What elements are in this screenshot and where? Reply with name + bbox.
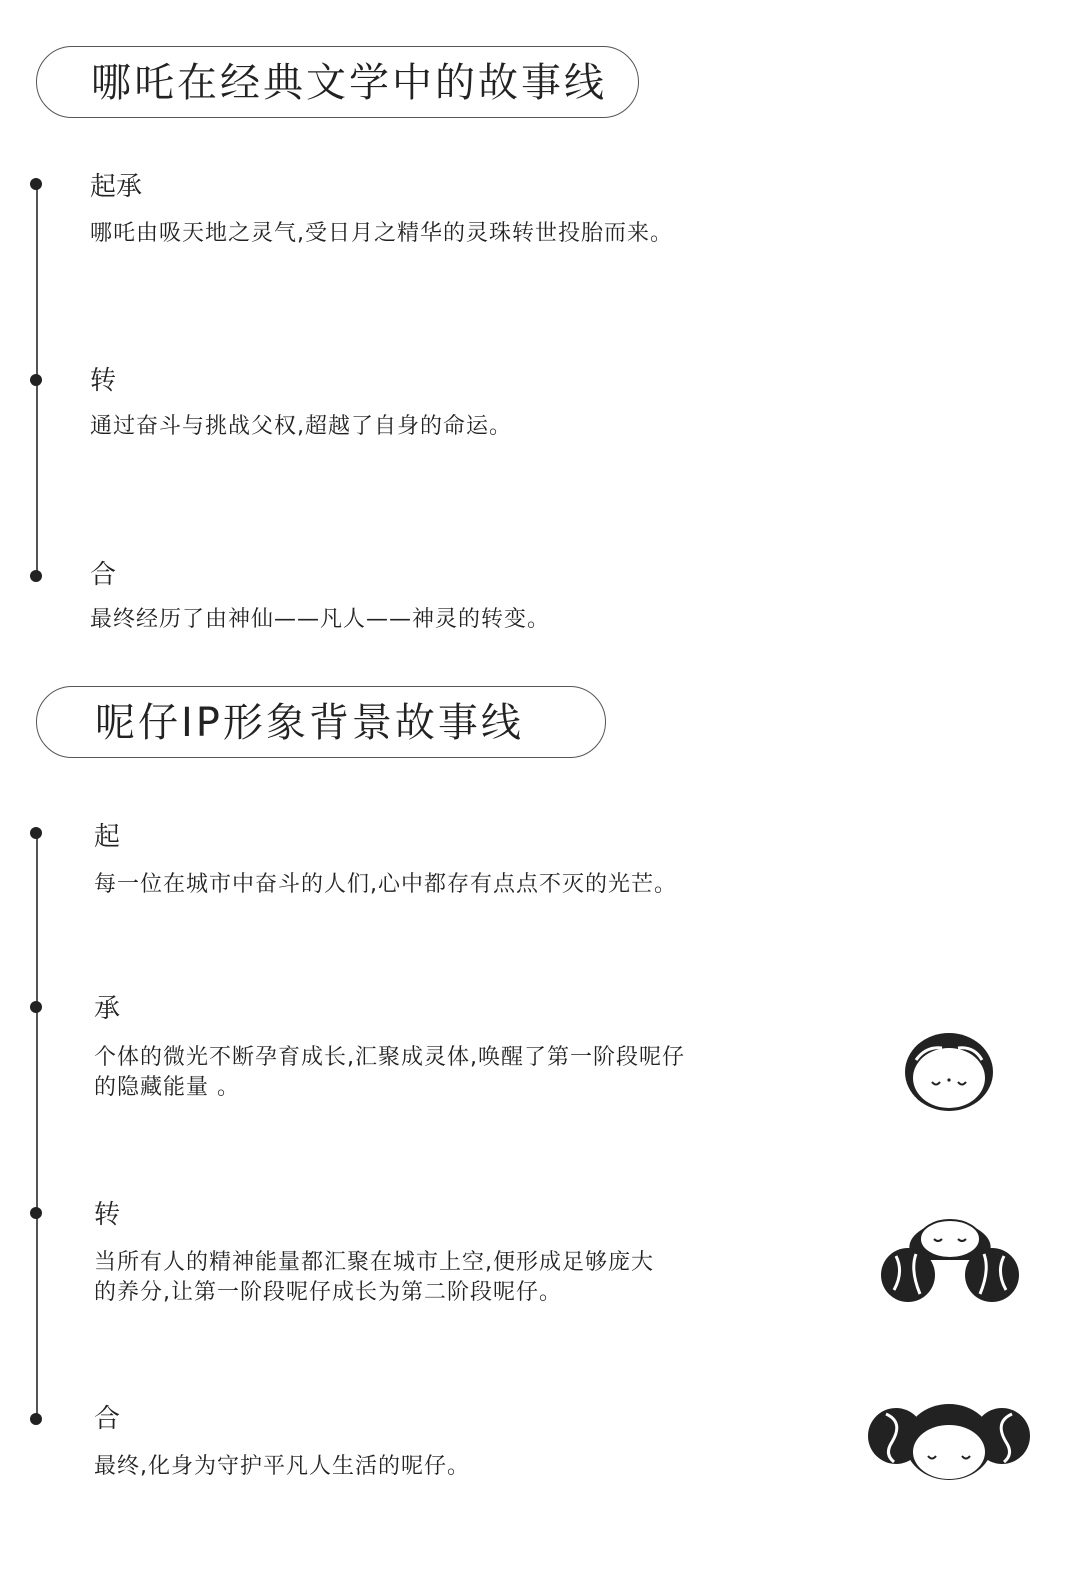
section2-stage-label-1: 起 — [94, 822, 121, 852]
section1-dot-3 — [30, 570, 42, 582]
section2-stage-text-3a: 当所有人的精神能量都汇聚在城市上空,便形成足够庞大 — [94, 1250, 654, 1275]
section1-stage-label-2: 转 — [90, 366, 117, 396]
section1-title: 哪吒在经典文学中的故事线 — [91, 60, 607, 106]
section2-stage-text-1: 每一位在城市中奋斗的人们,心中都存有点点不灭的光芒。 — [94, 872, 677, 897]
section2-stage-label-4: 合 — [94, 1404, 121, 1434]
section2-dot-1 — [30, 827, 42, 839]
character-stage2-icon — [880, 1212, 1020, 1302]
section1-dot-1 — [30, 178, 42, 190]
character-stage1-icon — [902, 1030, 996, 1114]
section1-stage-label-3: 合 — [90, 560, 117, 590]
section2-stage-label-2: 承 — [94, 994, 121, 1024]
section1-dot-2 — [30, 374, 42, 386]
section2-stage-label-3: 转 — [94, 1200, 121, 1230]
section2-dot-2 — [30, 1001, 42, 1013]
section2-stage-text-2b: 的隐藏能量 。 — [94, 1075, 240, 1100]
section2-timeline — [36, 833, 38, 1419]
section2-dot-4 — [30, 1413, 42, 1425]
section1-title-pill — [36, 46, 639, 118]
section2-title: 呢仔IP形象背景故事线 — [95, 700, 524, 746]
section2-stage-text-3b: 的养分,让第一阶段呢仔成长为第二阶段呢仔。 — [94, 1280, 562, 1305]
section2-dot-3 — [30, 1207, 42, 1219]
section2-stage-text-2a: 个体的微光不断孕育成长,汇聚成灵体,唤醒了第一阶段呢仔 — [94, 1045, 685, 1070]
section1-stage-text-3: 最终经历了由神仙——凡人——神灵的转变。 — [90, 607, 551, 632]
character-stage3-icon — [868, 1400, 1030, 1484]
section1-stage-text-2: 通过奋斗与挑战父权,超越了自身的命运。 — [90, 414, 512, 439]
section2-stage-text-4: 最终,化身为守护平凡人生活的呢仔。 — [94, 1454, 470, 1479]
section2-title-pill — [36, 686, 606, 758]
section1-stage-label-1: 起承 — [90, 172, 143, 202]
section1-stage-text-1: 哪吒由吸天地之灵气,受日月之精华的灵珠转世投胎而来。 — [90, 221, 673, 246]
